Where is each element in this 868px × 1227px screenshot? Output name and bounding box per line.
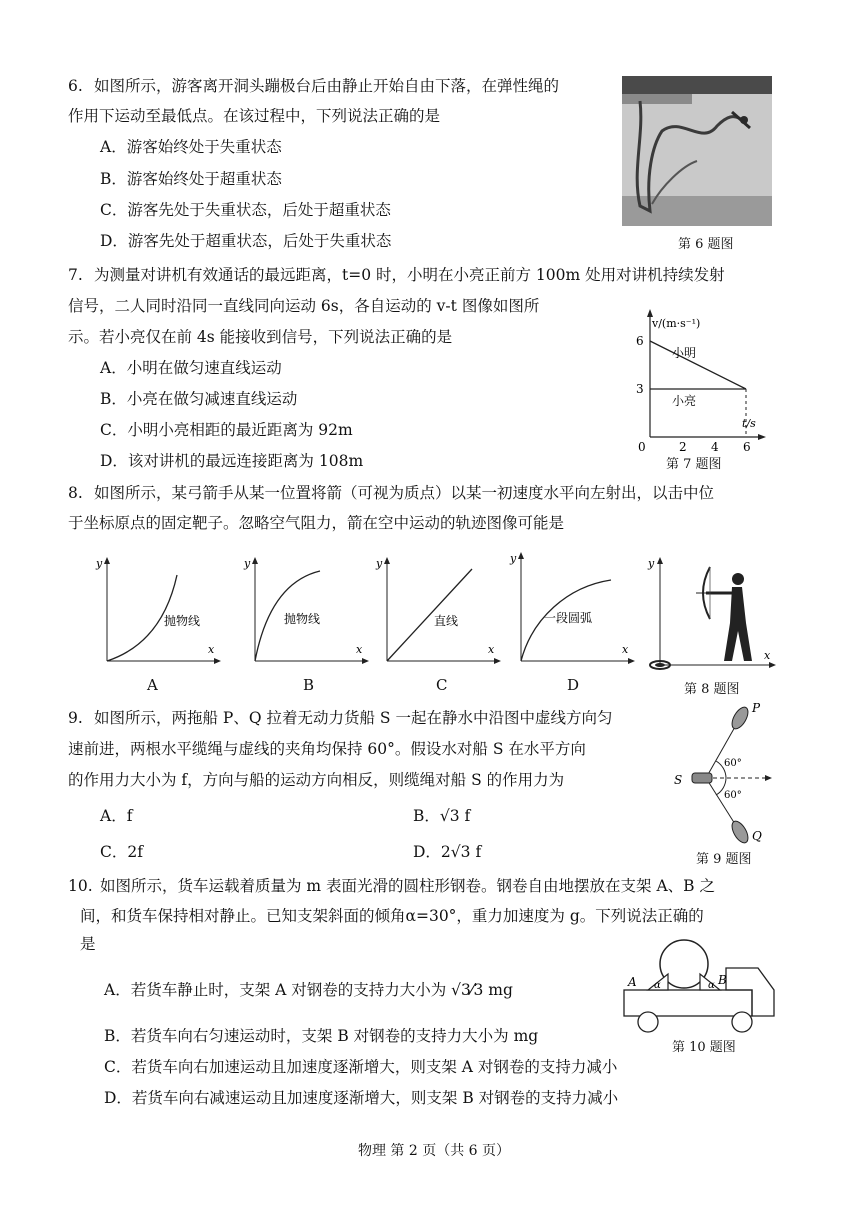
vt-xtick-6: 6 — [743, 440, 751, 453]
q7-stem-line3: 示。若小亮仅在前 4s 能接收到信号，下列说法正确的是 — [68, 328, 453, 346]
q6-option-b: B．游客始终处于超重状态 — [100, 170, 282, 188]
q9-option-b: B．√3 f — [413, 807, 471, 825]
q8-fig-ylabel: y — [648, 557, 655, 570]
q6-stem-line1: 如图所示，游客离开洞头蹦极台后由静止开始自由下落，在弹性绳的 — [94, 77, 560, 95]
q8-letter-d: D — [567, 676, 580, 694]
q8-d-label: 一段圆弧 — [544, 611, 593, 625]
q8-letter-c: C — [436, 676, 448, 694]
q8-letter-b: B — [303, 676, 315, 694]
q8-stem-line2: 于坐标原点的固定靶子。忽略空气阻力，箭在空中运动的轨迹图像可能是 — [68, 514, 565, 532]
q7-option-a: A．小明在做匀速直线运动 — [100, 359, 282, 377]
q8-a-ylabel: y — [96, 557, 103, 570]
q6-option-a: A．游客始终处于失重状态 — [100, 138, 282, 156]
q8-letter-a: A — [147, 676, 158, 694]
q6-option-d: D．游客先处于超重状态，后处于失重状态 — [100, 232, 392, 250]
q10-stem-line2: 间，和货车保持相对静止。已知支架斜面的倾角α=30°，重力加速度为 g。下列说法正确的 — [80, 907, 704, 925]
truck-bed — [624, 990, 752, 1016]
archer-icon — [696, 567, 752, 661]
q8-b-ylabel: y — [244, 557, 251, 570]
truck-cab — [726, 968, 774, 1016]
q9-tugboat-figure — [668, 700, 778, 850]
q8-d-ylabel: y — [510, 552, 517, 565]
vt-label-ming: 小明 — [672, 346, 697, 360]
q9-label-q: Q — [752, 829, 762, 843]
q9-option-d: D．2√3 f — [413, 843, 482, 861]
q8-d-xlabel: x — [622, 643, 629, 656]
q8-b-label: 抛物线 — [284, 612, 321, 626]
truck-wheel-rear — [638, 1012, 658, 1032]
q9-option-a: A．f — [100, 807, 133, 825]
q7-option-c: C．小明小亮相距的最近距离为 92m — [100, 421, 353, 439]
q6-option-c: C．游客先处于失重状态，后处于超重状态 — [100, 201, 391, 219]
q8-graph-b — [240, 553, 370, 665]
vt-ylabel: v/(m·s⁻¹) — [652, 317, 701, 330]
q10-option-a: A．若货车静止时，支架 A 对钢卷的支持力大小为 √3⁄3 mg — [104, 981, 513, 999]
q8-fig-xlabel: x — [764, 649, 771, 662]
vt-xtick-4: 4 — [711, 440, 719, 453]
q10-caption: 第 10 题图 — [672, 1040, 736, 1055]
q9-angle1: 60° — [724, 758, 742, 769]
q9-angle2: 60° — [724, 790, 742, 801]
q8-stem-line1: 如图所示，某弓箭手从某一位置将箭（可视为质点）以某一初速度水平向左射出，以击中位 — [94, 484, 715, 502]
q9-stem-line3: 的作用力大小为 f，方向与船的运动方向相反，则缆绳对船 S 的作用力为 — [68, 771, 565, 789]
tug-q-icon — [729, 819, 751, 846]
truck-wheel-front — [732, 1012, 752, 1032]
q10-number: 10. — [68, 877, 93, 895]
q7-stem-line1: 为测量对讲机有效通话的最远距离，t=0 时，小明在小亮正前方 100m 处用对讲机持续发射 — [94, 266, 725, 284]
q10-truck-figure — [618, 938, 778, 1036]
q6-caption: 第 6 题图 — [678, 237, 734, 252]
tug-p-icon — [729, 705, 751, 732]
q7-stem-line2: 信号，二人同时沿同一直线同向运动 6s，各自运动的 v-t 图像如图所 — [68, 297, 540, 315]
q8-archer-figure — [640, 553, 780, 675]
vt-y-arrow — [647, 309, 653, 317]
q8-graph-a — [92, 553, 222, 665]
page-footer: 物理 第 2 页（共 6 页） — [357, 1143, 511, 1159]
q9-number: 9. — [68, 709, 83, 727]
q8-graph-c — [372, 553, 502, 665]
vt-xtick-2: 2 — [679, 440, 687, 453]
q10-stem-line1: 如图所示，货车运载着质量为 m 表面光滑的圆柱形钢卷。钢卷自由地摆放在支架 A、B 之 — [100, 877, 715, 895]
vt-ytick-6: 6 — [636, 334, 644, 348]
q10-stem-line3: 是 — [80, 935, 96, 953]
q8-a-xlabel: x — [208, 643, 215, 656]
q8-caption: 第 8 题图 — [684, 682, 740, 697]
q9-stem-line2: 速前进，两根水平缆绳与虚线的夹角均保持 60°。假设水对船 S 在水平方向 — [68, 740, 586, 758]
q9-stem-line1: 如图所示，两拖船 P、Q 拉着无动力货船 S 一起在静水中沿图中虚线方向匀 — [94, 709, 613, 727]
q9-label-s: S — [674, 773, 683, 787]
vt-graph — [620, 305, 770, 453]
q7-number: 7. — [68, 266, 83, 284]
vt-origin: 0 — [638, 440, 646, 453]
q8-c-line — [387, 569, 472, 661]
q10-option-b: B．若货车向右匀速运动时，支架 B 对钢卷的支持力大小为 mg — [104, 1027, 539, 1045]
vt-x-arrow — [758, 434, 766, 440]
vt-series-line-0 — [650, 341, 746, 389]
q8-number: 8. — [68, 484, 83, 502]
q9-option-c: C．2f — [100, 843, 143, 861]
vt-xlabel: t/s — [742, 417, 756, 430]
ship-s-icon — [692, 773, 712, 783]
q10-option-d: D．若货车向右减速运动且加速度逐渐增大，则支架 B 对钢卷的支持力减小 — [104, 1089, 619, 1107]
q10-alpha2: α — [708, 980, 715, 991]
q10-option-c: C．若货车向右加速运动且加速度逐渐增大，则支架 A 对钢卷的支持力减小 — [104, 1058, 618, 1076]
vt-ytick-3: 3 — [636, 382, 644, 396]
q7-option-b: B．小亮在做匀减速直线运动 — [100, 390, 298, 408]
q10-label-a: A — [628, 975, 637, 989]
q8-c-xlabel: x — [488, 643, 495, 656]
q8-c-ylabel: y — [376, 557, 383, 570]
q7-option-d: D．该对讲机的最远连接距离为 108m — [100, 452, 364, 470]
q10-alpha1: α — [654, 980, 661, 991]
q9-caption: 第 9 题图 — [696, 852, 752, 867]
bungee-photo — [622, 76, 772, 226]
q8-graph-d — [506, 548, 636, 665]
q9-label-p: P — [752, 701, 761, 715]
q8-a-label: 抛物线 — [164, 614, 201, 628]
q6-stem-line2: 作用下运动至最低点。在该过程中，下列说法正确的是 — [68, 107, 441, 125]
q7-caption: 第 7 题图 — [666, 457, 722, 472]
q8-b-xlabel: x — [356, 643, 363, 656]
q10-label-b: B — [718, 973, 727, 987]
vt-label-liang: 小亮 — [672, 394, 697, 408]
q6-number: 6. — [68, 77, 83, 95]
q8-c-label: 直线 — [434, 614, 459, 628]
